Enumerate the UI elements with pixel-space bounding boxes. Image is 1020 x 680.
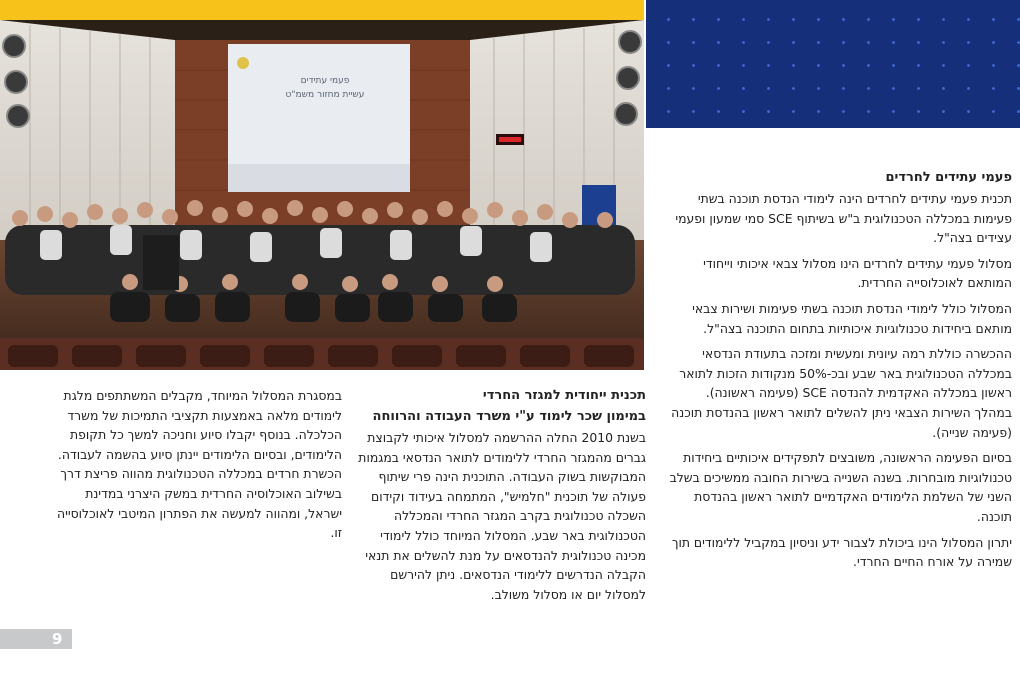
left-column [52, 386, 342, 549]
section-subtitle: במימון שכר לימוד ע"י משרד העבודה והרווחה [372, 409, 646, 424]
paragraph: מסלול פעמי עתידים לחרדים הינו מסלול צבאי איכותי וייחודי המותאם לאוכלוסייה החרדית. [703, 255, 1012, 291]
section-title: פעמי עתידים לחרדים [885, 170, 1012, 185]
section-title: תכנית ייחודית למגזר החרדי [482, 388, 646, 403]
paragraph: במסגרת המסלול המיוחד, מקבלים המשתתפים מלגת לימודים מלאה באמצעות תקציבי התמיכות של משרד הכלכלה. בנוסף יקבלו סיוע וחניכה למשך כל תקופת הלימודים, ובסיום הלימודים יינתן סיוע בהשמה לעבודה. הכשרת חרדים במכללה הטכנולוגית מהווה פריצת דרך בשילוב האוכלוסיה החרדית במשק היצרני במדינת ישראל, ומהווה למעשה את הפתרון המיטבי לאוכלוסייה זו. [56, 388, 342, 541]
dotted-blue-panel [646, 0, 1020, 128]
paragraph: תכנית פעמי עתידים לחרדים הינה לימודי הנדסת תוכנה בשתי פעימות במכללה הטכנולוגית ב"ש בשיתוף SCE סמי שמעון ופעמי עצידים בצה"ל. [675, 191, 1012, 246]
screen-line-2: עשיית מחזור משמ"ט [285, 90, 365, 100]
paragraph: יתרון המסלול הינו ביכולת לצבור ידע וניסיון במקביל ללימודים תוך שמירה על אורח החיים החרדי. [671, 534, 1012, 570]
screen-line-1: פעמי עתידים [300, 76, 350, 86]
paragraph: בשנת 2010 החלה ההרשמה למסלול איכותי לקבוצת גברים מהמגזר החרדי ללימודים לתואר הנדסאי במגמות המבוקשות בשוק העבודה. התוכנית הינה פרי שיתוף פעולה של תוכנית "חלמיש", המתמחה בעידוד וקידום השכלה טכנולוגית בקרב המגזר החרדי והמכללה הטכנולוגית באר שבע. המסלול המיוחד כולל לימודי מכינה טכנולוגית להנדסאים על מנת להשלים את תנאי הקבלה הנדרשים ללימודי הנדסאים. ניתן להירשם למסלול יום או מסלול משולב. [358, 430, 646, 602]
page-number: 9 [52, 630, 63, 648]
paragraph: המסלול כולל לימודי הנדסת תוכנה בשתי פעימות ושירות צבאי מותאם ביחידות טכנולוגיות איכותיות בתחום התוכנה בצה"ל. [692, 300, 1012, 336]
screen-text [260, 74, 390, 102]
right-column [668, 168, 1012, 578]
paragraph: ההכשרה כוללת רמה עיונית ומעשית ומזכה בתעודת הנדסאי במכללה הטכנולוגית באר שבע ובכ-50% מנקודות הזכות לתואר ראשון במכללה האקדמית להנדסה SCE (פעימה ראשונה). במהלך השירות הצבאי ניתן להשלים לתואר ראשון בהנדסת תוכנה (פעימה שנייה). [671, 346, 1012, 440]
paragraph: בסיום הפעימה הראשונה, משובצים לתפקידים איכותיים ביחידות טכנולוגיות מובחרות. בשנה השנייה בשירות החובה ממשיכים בשלב השני של השלמת הלימודים האקדמיים לתואר ראשון בהנדסת תוכנה. [669, 450, 1012, 524]
top-yellow-bar [0, 0, 644, 20]
group-photo [0, 20, 644, 370]
middle-column [356, 386, 646, 610]
